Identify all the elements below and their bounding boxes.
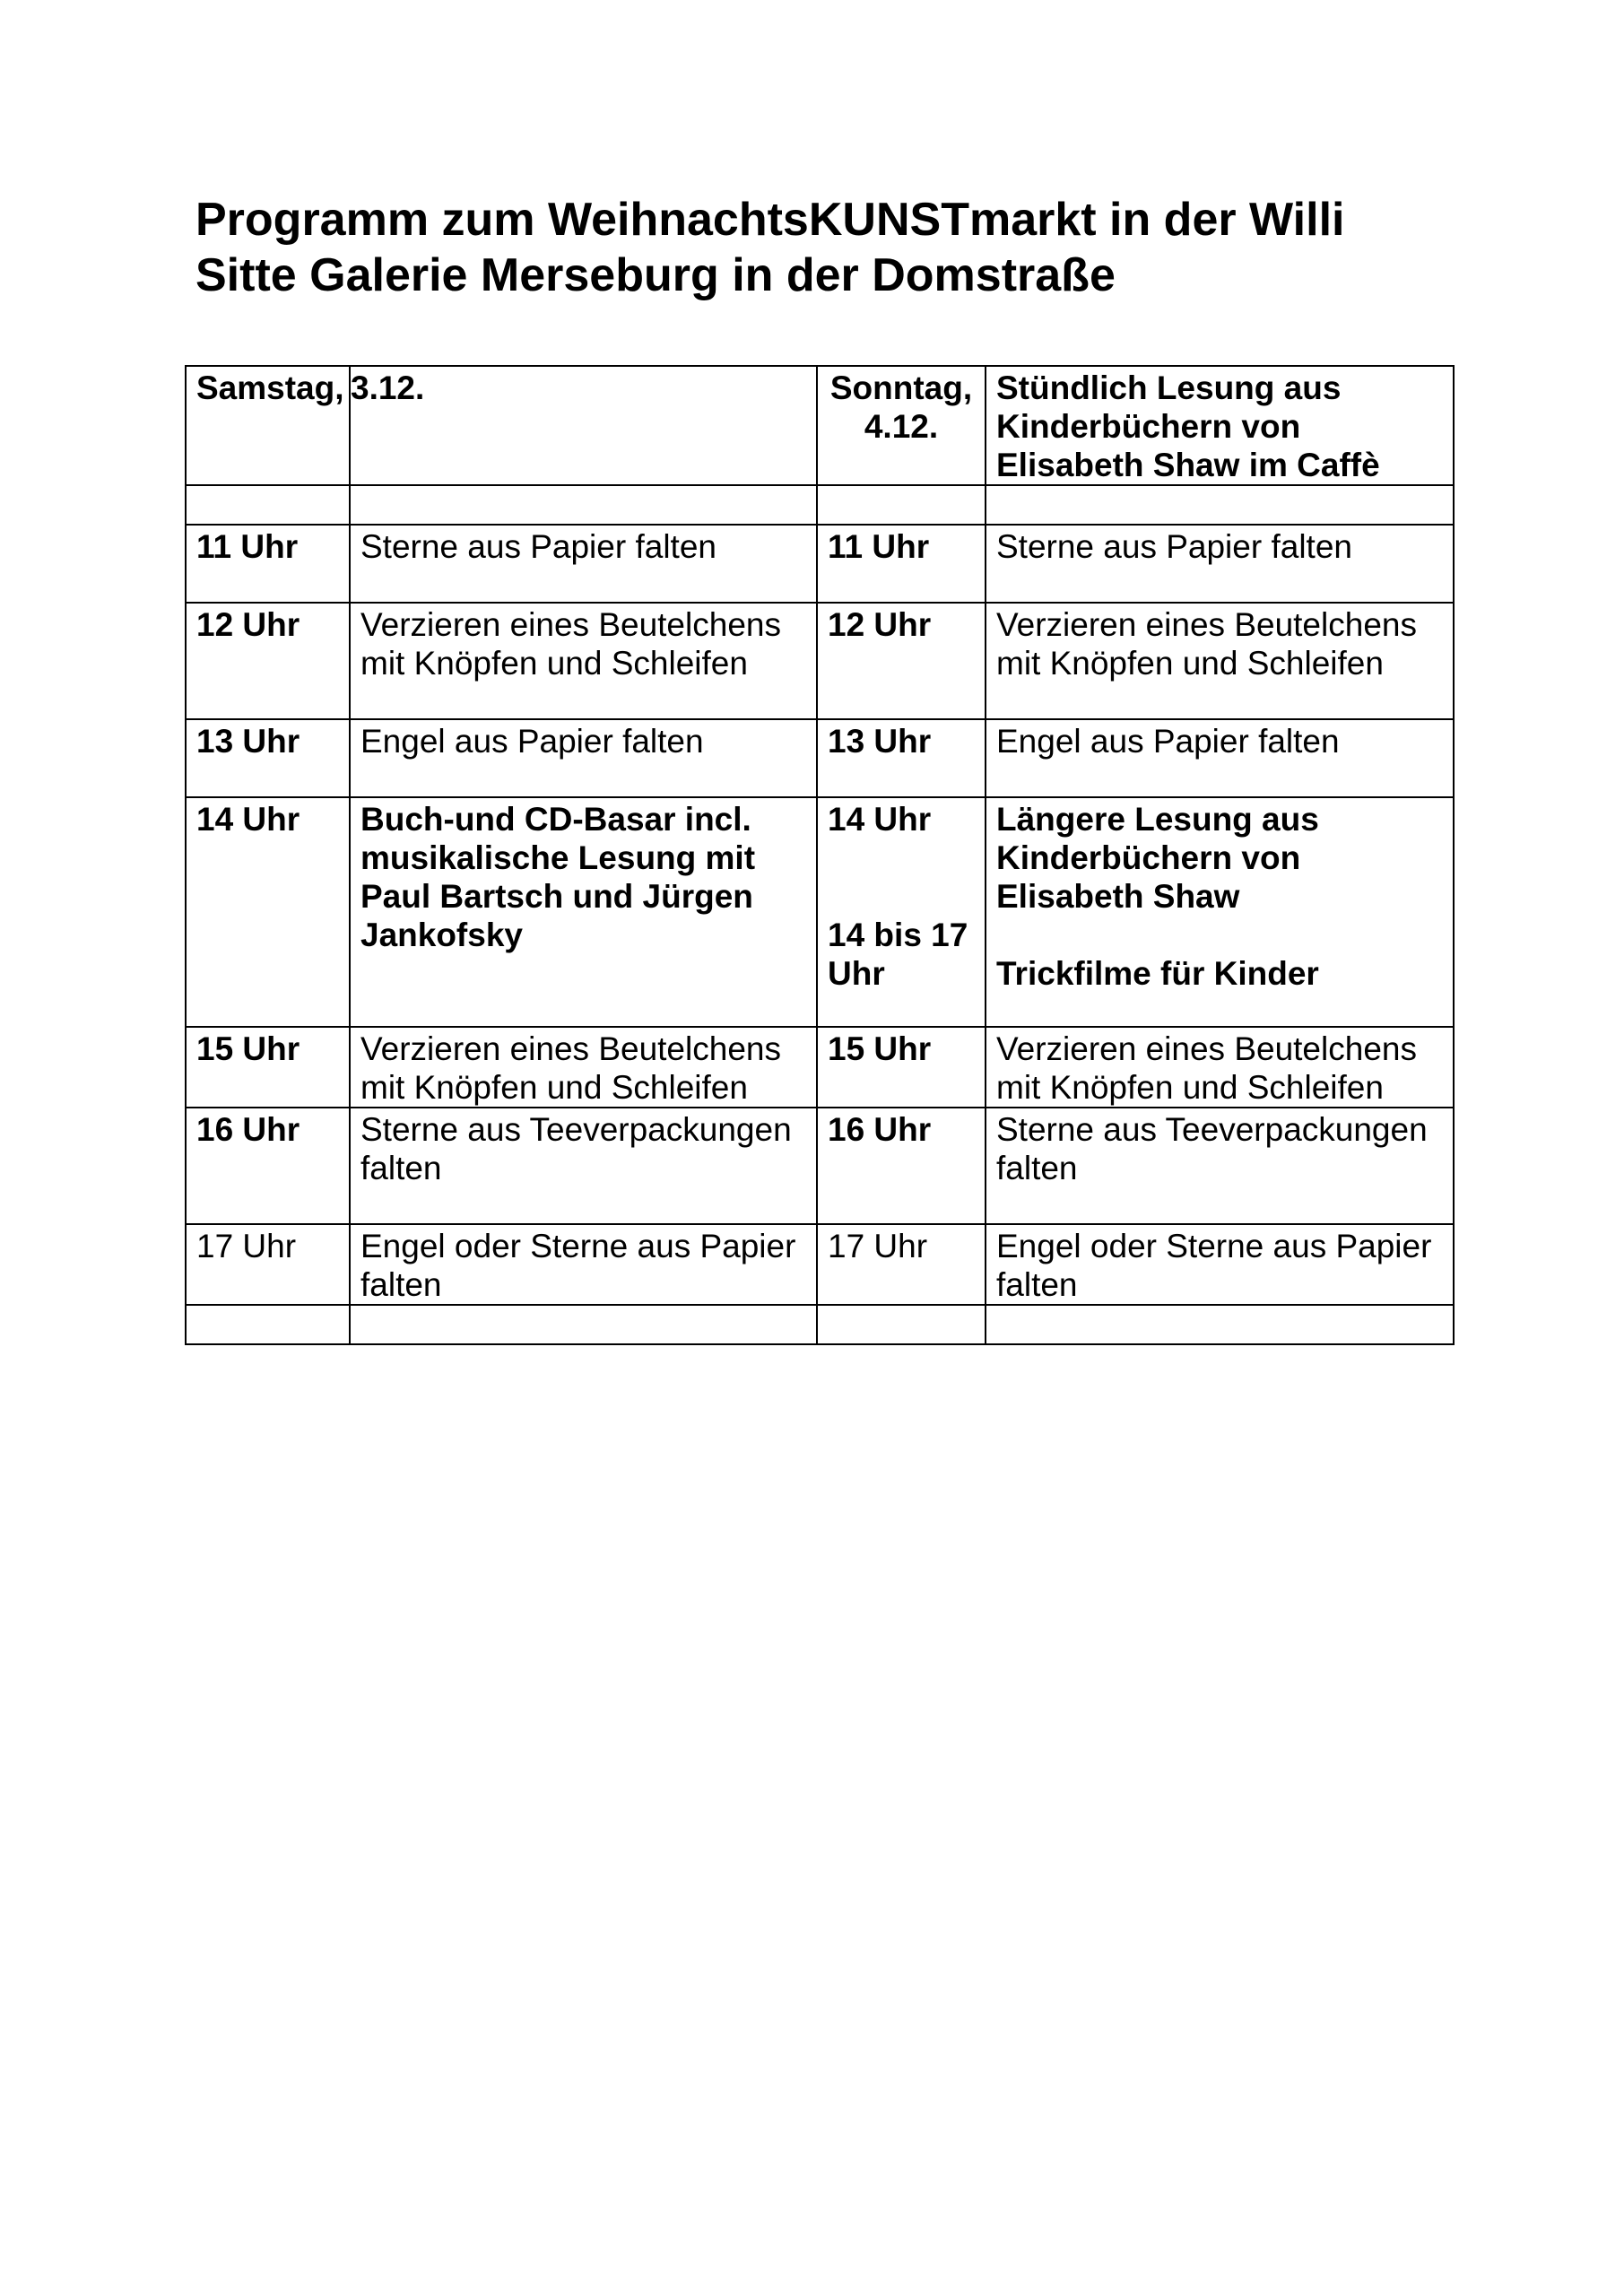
empty-cell	[186, 1305, 350, 1344]
saturday-time: 14 Uhr	[186, 797, 350, 1027]
sunday-note-cell	[986, 366, 1454, 485]
saturday-activity	[350, 719, 817, 797]
empty-cell	[350, 485, 817, 525]
sunday-time: 12 Uhr	[817, 603, 986, 719]
empty-cell	[986, 1305, 1454, 1344]
sunday-time: 13 Uhr	[817, 719, 986, 797]
activity-line: Buch-und CD-Basar incl.	[360, 801, 751, 838]
activity-line: Engel aus Papier falten	[360, 723, 704, 760]
activity-line: Verzieren eines Beutelchens	[996, 1030, 1417, 1067]
spacer	[996, 916, 1444, 954]
empty-cell	[986, 485, 1454, 525]
sunday-date: 4.12.	[864, 408, 939, 445]
activity-line: musikalische Lesung mit	[360, 839, 756, 876]
activity-line: falten	[360, 1266, 442, 1303]
activity-line-extra: Trickfilme für Kinder	[996, 955, 1319, 992]
sunday-activity	[986, 797, 1454, 1027]
sunday-activity	[986, 1224, 1454, 1305]
saturday-activity	[350, 1108, 817, 1224]
saturday-activity	[350, 1027, 817, 1108]
saturday-date-cell	[350, 366, 817, 485]
saturday-activity	[350, 797, 817, 1027]
activity-line: mit Knöpfen und Schleifen	[360, 645, 748, 682]
sunday-time-extra: 14 bis 17	[828, 917, 968, 953]
saturday-activity	[350, 603, 817, 719]
table-row	[186, 797, 1454, 1027]
page-title	[195, 192, 1451, 303]
sunday-note-line: Kinderbüchern von	[996, 408, 1301, 445]
saturday-activity	[350, 1224, 817, 1305]
spacer	[828, 839, 976, 877]
saturday-activity	[350, 525, 817, 603]
sunday-activity	[986, 603, 1454, 719]
saturday-time: 12 Uhr	[186, 603, 350, 719]
sunday-time: 15 Uhr	[817, 1027, 986, 1108]
empty-cell	[817, 485, 986, 525]
sunday-header-cell	[817, 366, 986, 485]
activity-line: Jankofsky	[360, 917, 523, 953]
saturday-time: 16 Uhr	[186, 1108, 350, 1224]
saturday-time: 13 Uhr	[186, 719, 350, 797]
table-row	[186, 1108, 1454, 1224]
page-title-line-1: Programm zum WeihnachtsKUNSTmarkt in der Willi	[195, 194, 1345, 246]
sunday-time: 11 Uhr	[817, 525, 986, 603]
sunday-time-extra: Uhr	[828, 955, 885, 992]
activity-line: Verzieren eines Beutelchens	[360, 606, 781, 643]
saturday-time: 15 Uhr	[186, 1027, 350, 1108]
activity-line: falten	[360, 1150, 442, 1186]
empty-cell	[350, 1305, 817, 1344]
table-row	[186, 603, 1454, 719]
sunday-activity	[986, 525, 1454, 603]
empty-row	[186, 1305, 1454, 1344]
empty-row	[186, 485, 1454, 525]
activity-line: Elisabeth Shaw	[996, 878, 1240, 915]
table-row	[186, 719, 1454, 797]
sunday-label: Sonntag,	[829, 369, 973, 406]
activity-line: falten	[996, 1150, 1078, 1186]
activity-line: mit Knöpfen und Schleifen	[360, 1069, 748, 1106]
activity-line: Kinderbüchern von	[996, 839, 1301, 876]
sunday-time	[817, 797, 986, 1027]
sunday-activity	[986, 719, 1454, 797]
empty-cell	[817, 1305, 986, 1344]
sunday-activity	[986, 1027, 1454, 1108]
activity-line: Paul Bartsch und Jürgen	[360, 878, 753, 915]
sunday-time: 17 Uhr	[817, 1224, 986, 1305]
activity-line: Engel oder Sterne aus Papier	[996, 1228, 1432, 1264]
activity-line: mit Knöpfen und Schleifen	[996, 645, 1384, 682]
sunday-time-main: 14 Uhr	[828, 801, 932, 838]
activity-line: Verzieren eines Beutelchens	[360, 1030, 781, 1067]
activity-line: Sterne aus Papier falten	[360, 528, 716, 565]
activity-line: Längere Lesung aus	[996, 801, 1319, 838]
sunday-note-line: Elisabeth Shaw im Caffè	[996, 447, 1380, 483]
sunday-time: 16 Uhr	[817, 1108, 986, 1224]
activity-line: Engel oder Sterne aus Papier	[360, 1228, 796, 1264]
table-header-row	[186, 366, 1454, 485]
activity-line: falten	[996, 1266, 1078, 1303]
activity-line: Sterne aus Teeverpackungen	[360, 1111, 792, 1148]
saturday-time: 11 Uhr	[186, 525, 350, 603]
empty-cell	[186, 485, 350, 525]
saturday-date: 3.12.	[351, 369, 425, 406]
table-row	[186, 525, 1454, 603]
table-row	[186, 1224, 1454, 1305]
sunday-activity	[986, 1108, 1454, 1224]
sunday-note-line: Stündlich Lesung aus	[996, 369, 1342, 406]
spacer	[828, 877, 976, 916]
saturday-label: Samstag,	[196, 369, 344, 406]
saturday-time: 17 Uhr	[186, 1224, 350, 1305]
activity-line: Sterne aus Papier falten	[996, 528, 1352, 565]
activity-line: Verzieren eines Beutelchens	[996, 606, 1417, 643]
page-title-line-2: Sitte Galerie Merseburg in der Domstraße	[195, 249, 1116, 301]
activity-line: mit Knöpfen und Schleifen	[996, 1069, 1384, 1106]
table-row	[186, 1027, 1454, 1108]
activity-line: Engel aus Papier falten	[996, 723, 1340, 760]
activity-line: Sterne aus Teeverpackungen	[996, 1111, 1428, 1148]
saturday-header-cell	[186, 366, 350, 485]
program-table	[185, 365, 1455, 1345]
